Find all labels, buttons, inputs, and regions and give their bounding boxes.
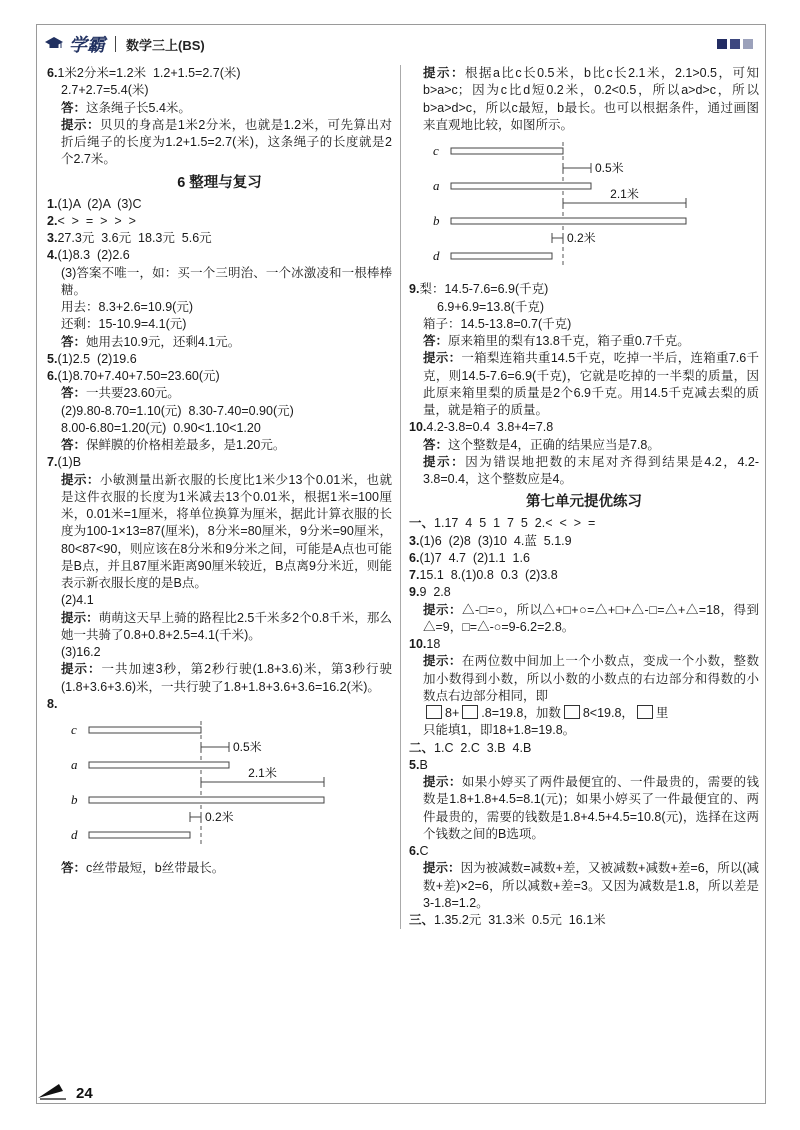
answer-line: 10.4.2-3.8=0.4 3.8+4=7.8 (409, 420, 554, 435)
answer-line: 9.9 2.8 (409, 585, 451, 600)
answer-line: 箱子：14.5-13.8=0.7(千克) (423, 316, 572, 331)
section-heading: 第七单元提优练习 (526, 494, 642, 511)
svg-text:d: d (71, 827, 78, 842)
answer-line: 6.(1)8.70+7.40+7.50=23.60(元) (47, 369, 220, 383)
blank-box (637, 705, 653, 719)
svg-text:0.2米: 0.2米 (567, 231, 596, 245)
answer-line: 9.梨：14.5-7.6=6.9(千克) (409, 282, 549, 297)
answer-line: 2.< > = > > > (47, 213, 136, 228)
hint-line: 提示：小敏测量出新衣服的长度比1米少13个0.01米，也就是这件衣服的长度为1米减去13个0.01米，根据1米=100厘米，0.01米=1厘米，将单位换算为厘米，据此计算衣服的长度为100-1×13=87(厘米)，8分米=80厘米，9分米=90厘米，80<87<90，则应该在8分米和9分米之间，可能是A点也可能是B点，并且87厘米距离90厘米较近，B点离9分米近，则能表示新衣服长度的是B点。 (61, 472, 392, 590)
answer-line: 5.(1)2.5 (2)19.6 (47, 351, 137, 366)
brand-logo: 学霸 (69, 35, 105, 55)
hint-line: 提示：△-□=○，所以△+□+○=△+□+△-□=△+△=18，得到△=9，□=△-○=9-6.2=2.8。 (423, 602, 759, 634)
svg-text:c: c (433, 143, 439, 158)
answer-line: 2.7+2.7=5.4(米) (61, 83, 149, 98)
blank-box (564, 705, 580, 719)
svg-text:a: a (71, 757, 78, 772)
answer-column-left (47, 65, 392, 929)
ribbon-length-diagram (61, 715, 392, 858)
answer-line: (2)9.80-8.70=1.10(元) 8.30-7.40=0.90(元) (61, 403, 294, 418)
page-header (37, 25, 765, 63)
answer-line: 只能填1，即18+1.8=19.8。 (423, 723, 576, 738)
pencil-icon (38, 1082, 68, 1105)
hint-line: 提示：如果小婷买了两件最便宜的、一件最贵的，需要的钱数是1.8+1.8+4.5=8.1(元)；如果小婷买了一件最便宜的、两件最贵的，需要的钱数是1.8+4.5+4.5=10.8(元)，选择在这两个钱数之间的B选项。 (423, 775, 759, 841)
svg-text:b: b (71, 792, 78, 807)
answer-line: 6.C (409, 844, 429, 858)
answer-line: 一、1.17 4 5 1 7 5 2.< < > = (409, 516, 596, 531)
answer-line: 6.(1)7 4.7 (2)1.1 1.6 (409, 550, 530, 565)
fill-in-box-line: 8+ .8=19.8，加数 8<19.8， 里 (409, 705, 759, 722)
decor-square (743, 39, 753, 49)
brand (45, 31, 205, 57)
answer-line: 二、1.C 2.C 3.B 4.B (409, 740, 532, 755)
page-number: 24 (76, 1085, 93, 1102)
book-subtitle: 数学三上(BS) (126, 37, 205, 53)
page-number-area (38, 1082, 93, 1105)
graduation-cap-icon (45, 37, 63, 51)
answer-line: 还剩：15-10.9=4.1(元) (61, 317, 187, 332)
svg-text:b: b (433, 213, 440, 228)
answer-line: (2)4.1 (61, 593, 94, 608)
answer-line: 1.(1)A (2)A (3)C (47, 196, 142, 211)
hint-line: 提示：萌萌这天早上骑的路程比2.5千米多2个0.8千米，那么她一共骑了0.8+0.8+2.5=4.1(千米)。 (61, 610, 392, 642)
svg-text:0.5米: 0.5米 (595, 161, 624, 175)
answer-line: 8. (47, 696, 58, 711)
page-frame (36, 24, 766, 1104)
answer-line: 7.15.1 8.(1)0.8 0.3 (2)3.8 (409, 568, 558, 582)
answer-line: 答：保鲜膜的价格相差最多，是1.20元。 (61, 438, 286, 452)
answer-line: (3)答案不唯一，如：买一个三明治、一个冰激凌和一根棒棒糖。 (61, 265, 392, 297)
blank-box (426, 705, 442, 719)
answer-line: 10.18 (409, 637, 441, 651)
answer-line: 答：原来箱里的梨有13.8千克，箱子重0.7千克。 (423, 334, 690, 348)
decor-square (717, 39, 727, 49)
answer-line: 6.1米2分米=1.2米 1.2+1.5=2.7(米) (47, 66, 241, 80)
answer-line: 8.00-6.80=1.20(元) 0.90<1.10<1.20 (61, 420, 261, 435)
answer-column-right (409, 65, 759, 929)
hint-line: 提示：因为错误地把数的末尾对齐得到结果是4.2，4.2-3.8=0.4，这个整数应是4。 (423, 454, 759, 486)
answer-line: 答：这个整数是4，正确的结果应当是7.8。 (423, 437, 660, 452)
answer-line: 答：她用去10.9元，还剩4.1元。 (61, 334, 241, 349)
svg-text:c: c (71, 722, 77, 737)
answer-line: 答：一共要23.60元。 (61, 386, 180, 401)
svg-text:a: a (433, 178, 440, 193)
answer-line: 7.(1)B (47, 455, 82, 470)
svg-text:0.5米: 0.5米 (233, 740, 262, 754)
answer-line: 用去：8.3+2.6=10.9(元) (61, 300, 194, 314)
answer-line: 6.9+6.9=13.8(千克) (437, 299, 545, 314)
answer-line: 三、1.35.2元 31.3米 0.5元 16.1米 (409, 913, 606, 927)
column-divider (400, 65, 401, 929)
section-heading: 6 整理与复习 (177, 174, 262, 191)
svg-text:2.1米: 2.1米 (610, 187, 639, 201)
hint-line: 提示：因为被减数=减数+差，又被减数+减数+差=6，所以(减数+差)×2=6，所以减数+差=3。又因为减数是1.8，所以差是3-1.8=1.2。 (423, 861, 759, 910)
hint-line: 提示：在两位数中间加上一个小数点，变成一个小数，整数加小数得到小数，所以小数的小数点的右边部分和得数的小数点右边部分相同，即 (423, 654, 759, 703)
hint-line: 提示：根据a比c长0.5米，b比c长2.1米，2.1>0.5，可知b>a>c；因为c比d短0.2米，0.2<0.5，所以a>d>c，所以b>a>d>c，所以c最短，b最长。也可以根据条件，通过画图来直观地比较，如图所示。 (423, 66, 759, 132)
svg-text:0.2米: 0.2米 (205, 810, 234, 824)
answer-line: 答：c丝带最短，b丝带最长。 (61, 861, 225, 876)
answer-line: 5.B (409, 757, 428, 772)
decor-squares (717, 39, 753, 49)
ribbon-length-diagram (423, 136, 759, 279)
answer-content (37, 63, 765, 929)
answer-line: 4.(1)8.3 (2)2.6 (47, 248, 130, 263)
header-divider (115, 36, 116, 52)
svg-text:2.1米: 2.1米 (248, 766, 277, 780)
answer-line: 3.27.3元 3.6元 18.3元 5.6元 (47, 231, 212, 245)
blank-box (462, 705, 478, 719)
hint-line: 提示：一箱梨连箱共重14.5千克，吃掉一半后，连箱重7.6千克，则14.5-7.6=6.9(千克)，它就是吃掉的一半梨的质量，因此原来箱里梨的质量是2个6.9千克。用14.5千克减去梨的质量，就是箱子的质量。 (423, 351, 759, 417)
svg-text:d: d (433, 248, 440, 263)
decor-square (730, 39, 740, 49)
hint-line: 提示：一共加速3秒，第2秒行驶(1.8+3.6)米，第3秒行驶(1.8+3.6+3.6)米，一共行驶了1.8+1.8+3.6+3.6=16.2(米)。 (61, 662, 392, 694)
answer-line: (3)16.2 (61, 645, 101, 659)
answer-line: 答：这条绳子长5.4米。 (61, 100, 191, 115)
hint-line: 提示：贝贝的身高是1米2分米，也就是1.2米，可先算出对折后绳子的长度为1.2+1.5=2.7(米)，这条绳子的长度就是2个2.7米。 (61, 117, 392, 167)
answer-line: 3.(1)6 (2)8 (3)10 4.蓝 5.1.9 (409, 533, 572, 548)
